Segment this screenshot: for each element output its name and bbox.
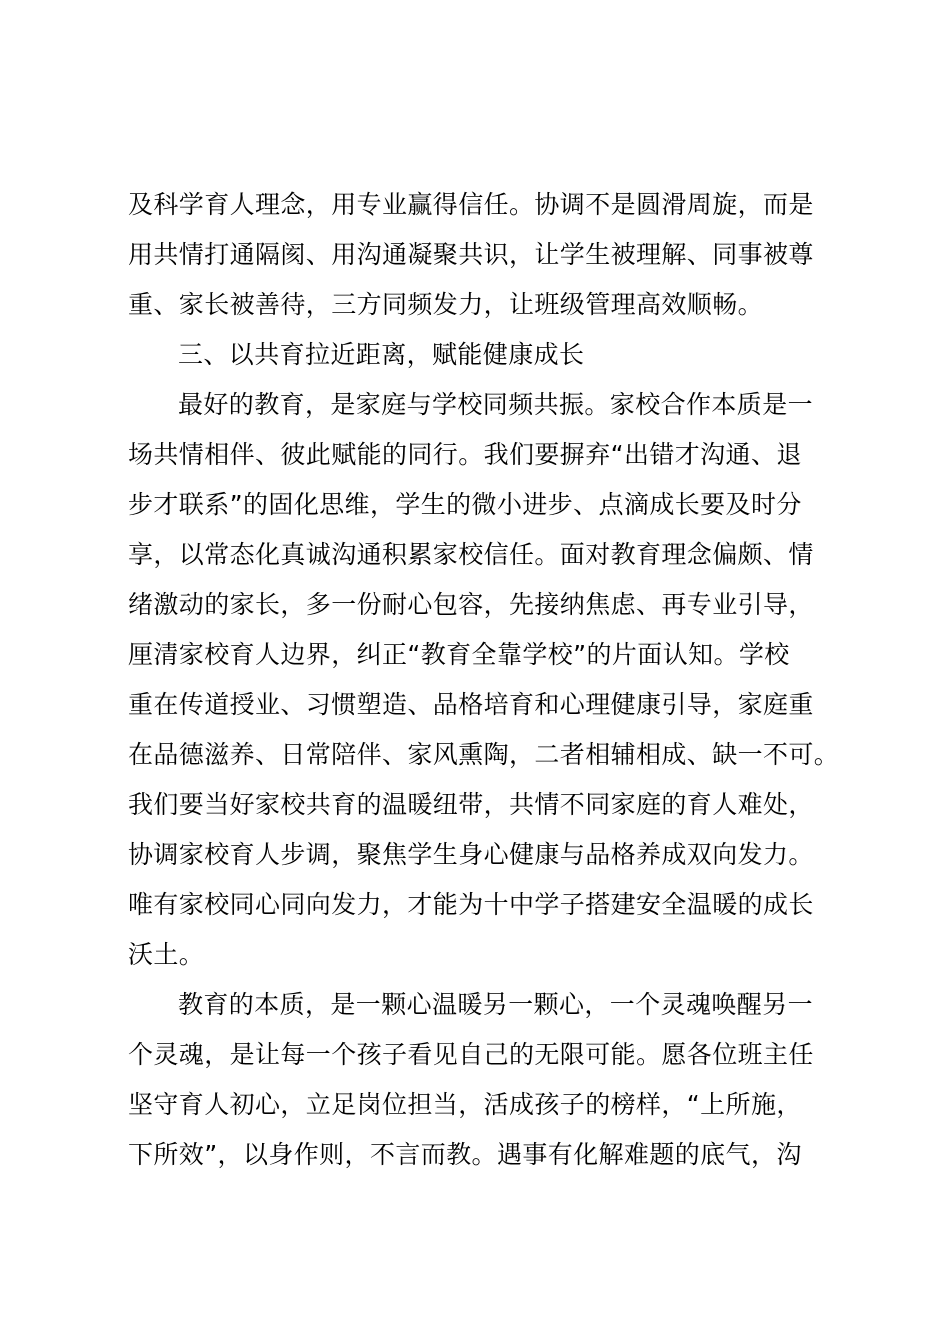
text-line: 享，以常态化真诚沟通积累家校信任。面对教育理念偏颇、情 [128, 540, 814, 569]
text-line: 我们要当好家校共育的温暖纽带，共情不同家庭的育人难处， [128, 790, 814, 819]
text-line: 唯有家校同心同向发力，才能为十中学子搭建安全温暖的成长 [128, 890, 814, 919]
text-line: 协调家校育人步调，聚焦学生身心健康与品格养成双向发力。 [128, 840, 814, 869]
text-line: 步才联系”的固化思维，学生的微小进步、点滴成长要及时分 [128, 490, 802, 519]
text-line: 厘清家校育人边界，纠正“教育全靠学校”的片面认知。学校 [128, 640, 790, 669]
text-line: 绪激动的家长，多一份耐心包容，先接纳焦虑、再专业引导， [128, 590, 814, 619]
text-line: 最好的教育，是家庭与学校同频共振。家校合作本质是一 [178, 390, 814, 419]
text-line: 坚守育人初心，立足岗位担当，活成孩子的榜样，“上所施， [128, 1090, 802, 1119]
text-line: 及科学育人理念，用专业赢得信任。协调不是圆滑周旋，而是 [128, 190, 814, 219]
text-line: 在品德滋养、日常陪伴、家风熏陶，二者相辅相成、缺一不可。 [128, 740, 840, 769]
text-line: 重、家长被善待，三方同频发力，让班级管理高效顺畅。 [128, 290, 764, 319]
text-line: 沃土。 [128, 940, 205, 969]
text-line: 重在传道授业、习惯塑造、品格培育和心理健康引导，家庭重 [128, 690, 814, 719]
text-line: 教育的本质，是一颗心温暖另一颗心，一个灵魂唤醒另一 [178, 990, 814, 1019]
text-line: 个灵魂，是让每一个孩子看见自己的无限可能。愿各位班主任 [128, 1040, 814, 1069]
text-line: 场共情相伴、彼此赋能的同行。我们要摒弃“出错才沟通、退 [128, 440, 802, 469]
text-line: 用共情打通隔阂、用沟通凝聚共识，让学生被理解、同事被尊 [128, 240, 814, 269]
section-heading: 三、以共育拉近距离，赋能健康成长 [178, 340, 585, 369]
text-line: 下所效”，以身作则，不言而教。遇事有化解难题的底气，沟 [128, 1140, 802, 1169]
